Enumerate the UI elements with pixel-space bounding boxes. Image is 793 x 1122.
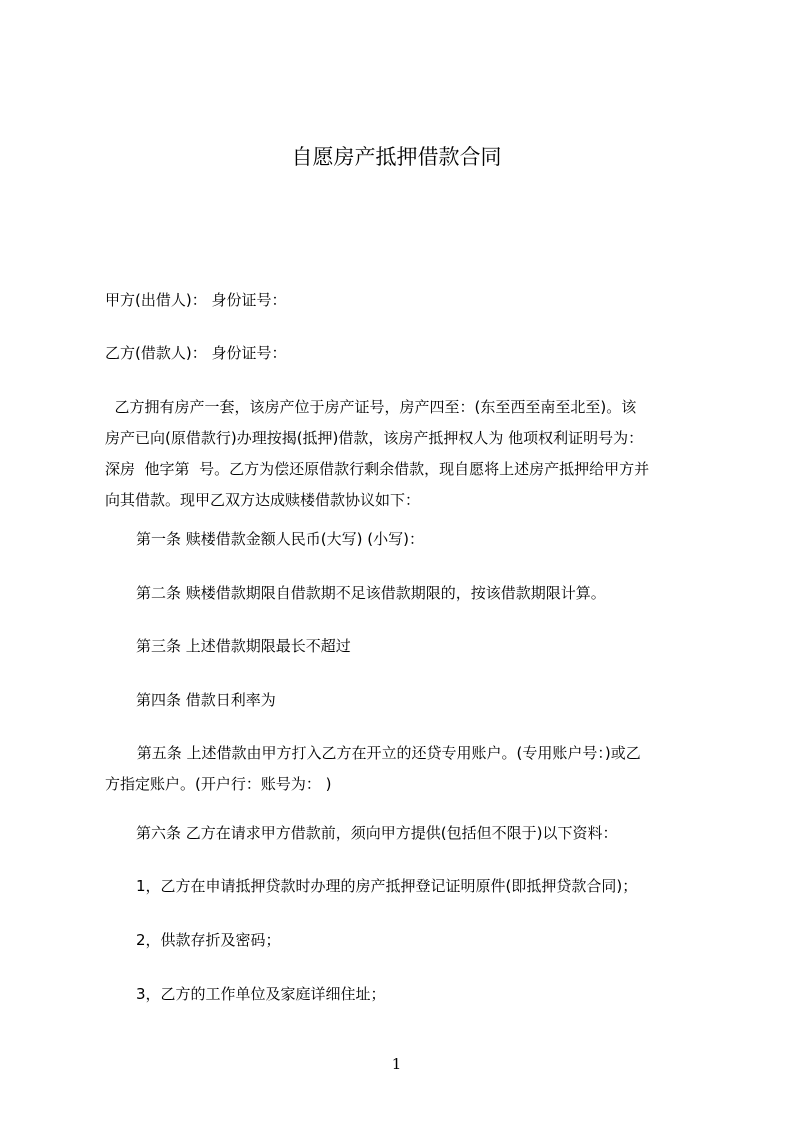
list-item-1: 1，乙方在申请抵押贷款时办理的房产抵押登记证明原件(即抵押贷款合同)； bbox=[136, 877, 638, 895]
article-6: 第六条 乙方在请求甲方借款前，须向甲方提供(包括但不限于)以下资料： bbox=[136, 824, 618, 842]
party-b-line: 乙方(借款人)： 身份证号： bbox=[105, 344, 287, 362]
intro-line: 乙方拥有房产一套，该房产位于房产证号，房产四至：(东至西至南至北至)。该 bbox=[105, 398, 637, 416]
article-1: 第一条 赎楼借款金额人民币(大写) (小写)： bbox=[136, 530, 424, 548]
article-3: 第三条 上述借款期限最长不超过 bbox=[136, 637, 351, 655]
intro-paragraph bbox=[105, 392, 705, 516]
party-a-line: 甲方(出借人)： 身份证号： bbox=[105, 291, 287, 309]
article-2: 第二条 赎楼借款期限自借款期不足该借款期限的，按该借款期限计算。 bbox=[136, 584, 606, 602]
page-number: 1 bbox=[391, 1055, 402, 1073]
article-5 bbox=[105, 738, 705, 800]
document-title: 自愿房产抵押借款合同 bbox=[291, 145, 502, 169]
article-5-line: 第五条 上述借款由甲方打入乙方在开立的还贷专用账户。(专用账户号：)或乙 bbox=[132, 744, 641, 762]
article-5-line: 方指定账户。(开户行：账号为： ) bbox=[105, 775, 332, 793]
list-item-2: 2，供款存折及密码； bbox=[136, 931, 281, 949]
intro-line: 向其借款。现甲乙双方达成赎楼借款协议如下： bbox=[105, 491, 421, 509]
intro-line: 房产已向(原借款行)办理按揭(抵押)借款，该房产抵押权人为 他项权利证明号为： bbox=[105, 429, 644, 447]
list-item-3: 3，乙方的工作单位及家庭详细住址； bbox=[136, 985, 386, 1003]
article-4: 第四条 借款日利率为 bbox=[136, 691, 276, 709]
intro-line: 深房 他字第 号。乙方为偿还原借款行剩余借款，现自愿将上述房产抵押给甲方并 bbox=[105, 460, 650, 478]
